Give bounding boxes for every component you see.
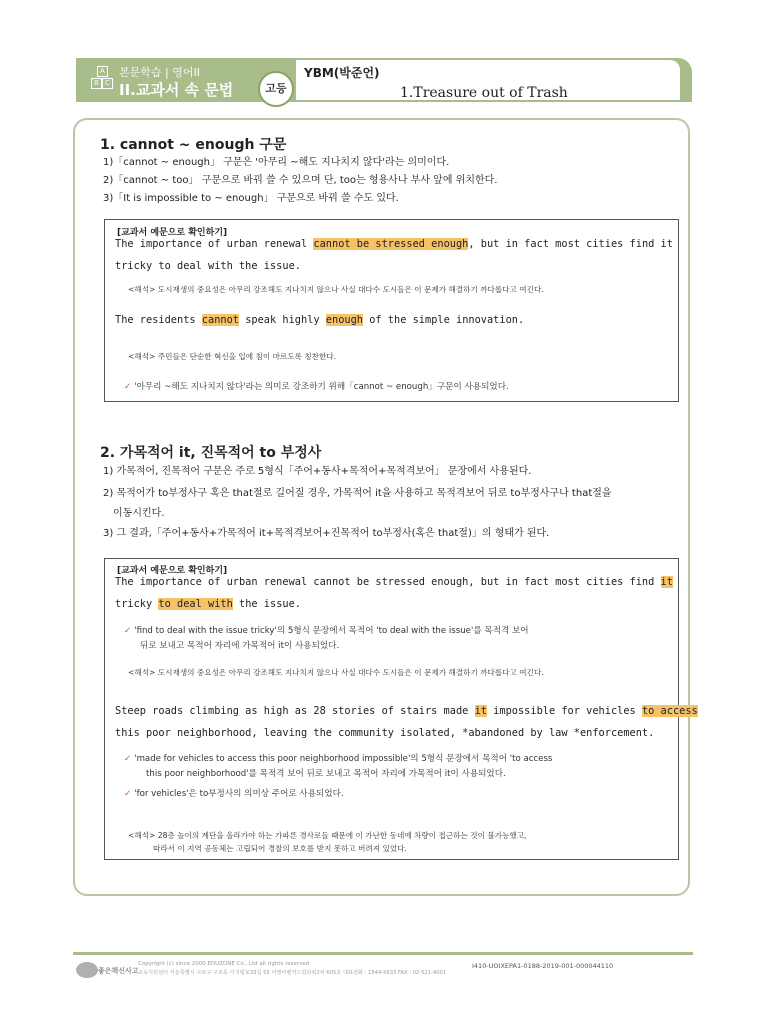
footer-brand: 좋은책신사고: [98, 967, 139, 975]
publisher-label: YBM(박준언): [304, 66, 380, 80]
abc-logo-icon: A B C: [91, 66, 113, 92]
highlight: to access: [641, 705, 698, 717]
translation: 따라서 이 지역 공동체는 고립되어 경찰의 보호를 받지 못하고 버려져 있었다.: [153, 844, 407, 853]
example-sentence: The importance of urban renewal cannot be stressed enough, but in fact most cities find it: [115, 238, 673, 250]
document-code: I410-UOIXEPA1-0188-2019-001-000044110: [472, 962, 614, 970]
section1-rule: 2)「cannot ~ too」 구문으로 바꿔 쓸 수 있으며 단, too는 형용사나 부사 앞에 위치한다.: [103, 175, 498, 186]
translation: <해석> 도시재생의 중요성은 아무리 강조해도 지나치지 않으나 사실 대다수 도시들은 이 문제가 해결하기 까다롭다고 여긴다.: [128, 668, 544, 677]
footer-address: 교육지원센터 서울특별시 구로구 구로동 디지털로33길 55 이앤씨벤처드림타워2차 605호 대표전화 : 1544-5633 FAX : 02-521-4001: [138, 970, 447, 976]
example-sentence: this poor neighborhood, leaving the community isolated, *abandoned by law *enforcement.: [115, 727, 655, 739]
footer-copyright: Copyright (c) since 2000 EDUZONE Co., Ltd all rights reserved: [138, 961, 310, 967]
section2-rule: 2) 목적어가 to부정사구 혹은 that절로 길어질 경우, 가목적어 it을 사용하고 목적격보어 뒤로 to부정사구나 that절을: [103, 488, 612, 499]
explanation-note: 뒤로 보내고 목적어 자리에 가목적어 it이 사용되었다.: [140, 641, 340, 651]
section2-rule: 3) 그 결과,「주어+동사+가목적어 it+목적격보어+진목적어 to부정사(혹은 that절)」의 형태가 된다.: [103, 528, 550, 539]
explanation-note: ✓ 'for vehicles'은 to부정사의 의미상 주어로 사용되었다.: [124, 789, 344, 799]
highlight: to deal with: [158, 598, 233, 610]
example-sentence: tricky to deal with the issue.: [115, 260, 301, 272]
publisher-logo-icon: [76, 962, 98, 978]
footer-divider: [73, 952, 693, 955]
highlight: cannot: [201, 314, 239, 326]
subject-label: 본문학습 | 영어II: [119, 66, 200, 79]
highlight: it: [660, 576, 673, 588]
example-sentence: The residents cannot speak highly enough of the simple innovation.: [115, 314, 525, 326]
translation: <해석> 도시재생의 중요성은 아무리 강조해도 지나치지 않으나 사실 대다수 도시들은 이 문제가 해결하기 까다롭다고 여긴다.: [128, 285, 544, 294]
translation: <해석> 주민들은 단순한 혁신을 입에 침이 마르도록 칭찬한다.: [128, 352, 337, 361]
example-sentence: tricky to deal with the issue.: [115, 598, 302, 610]
explanation-note: ✓ 'find to deal with the issue tricky'의 5형식 문장에서 목적어 'to deal with the issue'를 목적격 보어: [124, 626, 529, 636]
highlight: enough: [325, 314, 363, 326]
example-sentence: The importance of urban renewal cannot be stressed enough, but in fact most cities find it: [115, 576, 673, 588]
unit-title: II.교과서 속 문법: [119, 81, 234, 99]
highlight: it: [474, 705, 487, 717]
section2-rule: 이동시킨다.: [113, 508, 165, 519]
check-icon: ✓: [124, 382, 132, 392]
explanation-note: this poor neighborhood'를 목적격 보어 뒤로 보내고 목적어 자리에 가목적어 it이 사용되었다.: [146, 769, 506, 779]
highlight: cannot be stressed enough: [313, 238, 469, 250]
translation: <해석> 28층 높이의 계단을 올라가야 하는 가파른 경사로들 때문에 이 가난한 동네에 차량이 접근하는 것이 불가능했고,: [128, 831, 527, 840]
section1-title: 1. cannot ~ enough 구문: [100, 137, 287, 153]
chapter-title: 1.Treasure out of Trash: [400, 85, 568, 101]
example-sentence: Steep roads climbing as high as 28 stories of stairs made it impossible for vehicles to access: [115, 705, 698, 717]
level-badge: 고등: [258, 71, 294, 107]
section2-title: 2. 가목적어 it, 진목적어 to 부정사: [100, 445, 322, 461]
explanation-note: ✓ '아무리 ~해도 지나치지 않다'라는 의미로 강조하기 위해「cannot ~ enough」구문이 사용되었다.: [124, 382, 509, 392]
example-box-label: [교과서 예문으로 확인하기]: [117, 228, 228, 238]
section1-rule: 1)「cannot ~ enough」 구문은 '아무리 ~해도 지나치지 않다'라는 의미이다.: [103, 157, 450, 168]
explanation-note: ✓ 'made for vehicles to access this poor neighborhood impossible'의 5형식 문장에서 목적어 'to access: [124, 754, 553, 764]
check-icon: ✓: [124, 626, 132, 636]
section2-rule: 1) 가목적어, 진목적어 구문은 주로 5형식「주어+동사+목적어+목적격보어」 문장에서 사용된다.: [103, 466, 532, 477]
check-icon: ✓: [124, 789, 132, 799]
check-icon: ✓: [124, 754, 132, 764]
section1-rule: 3)「It is impossible to ~ enough」 구문으로 바꿔 쓸 수도 있다.: [103, 193, 399, 204]
example-box-label: [교과서 예문으로 확인하기]: [117, 566, 228, 576]
